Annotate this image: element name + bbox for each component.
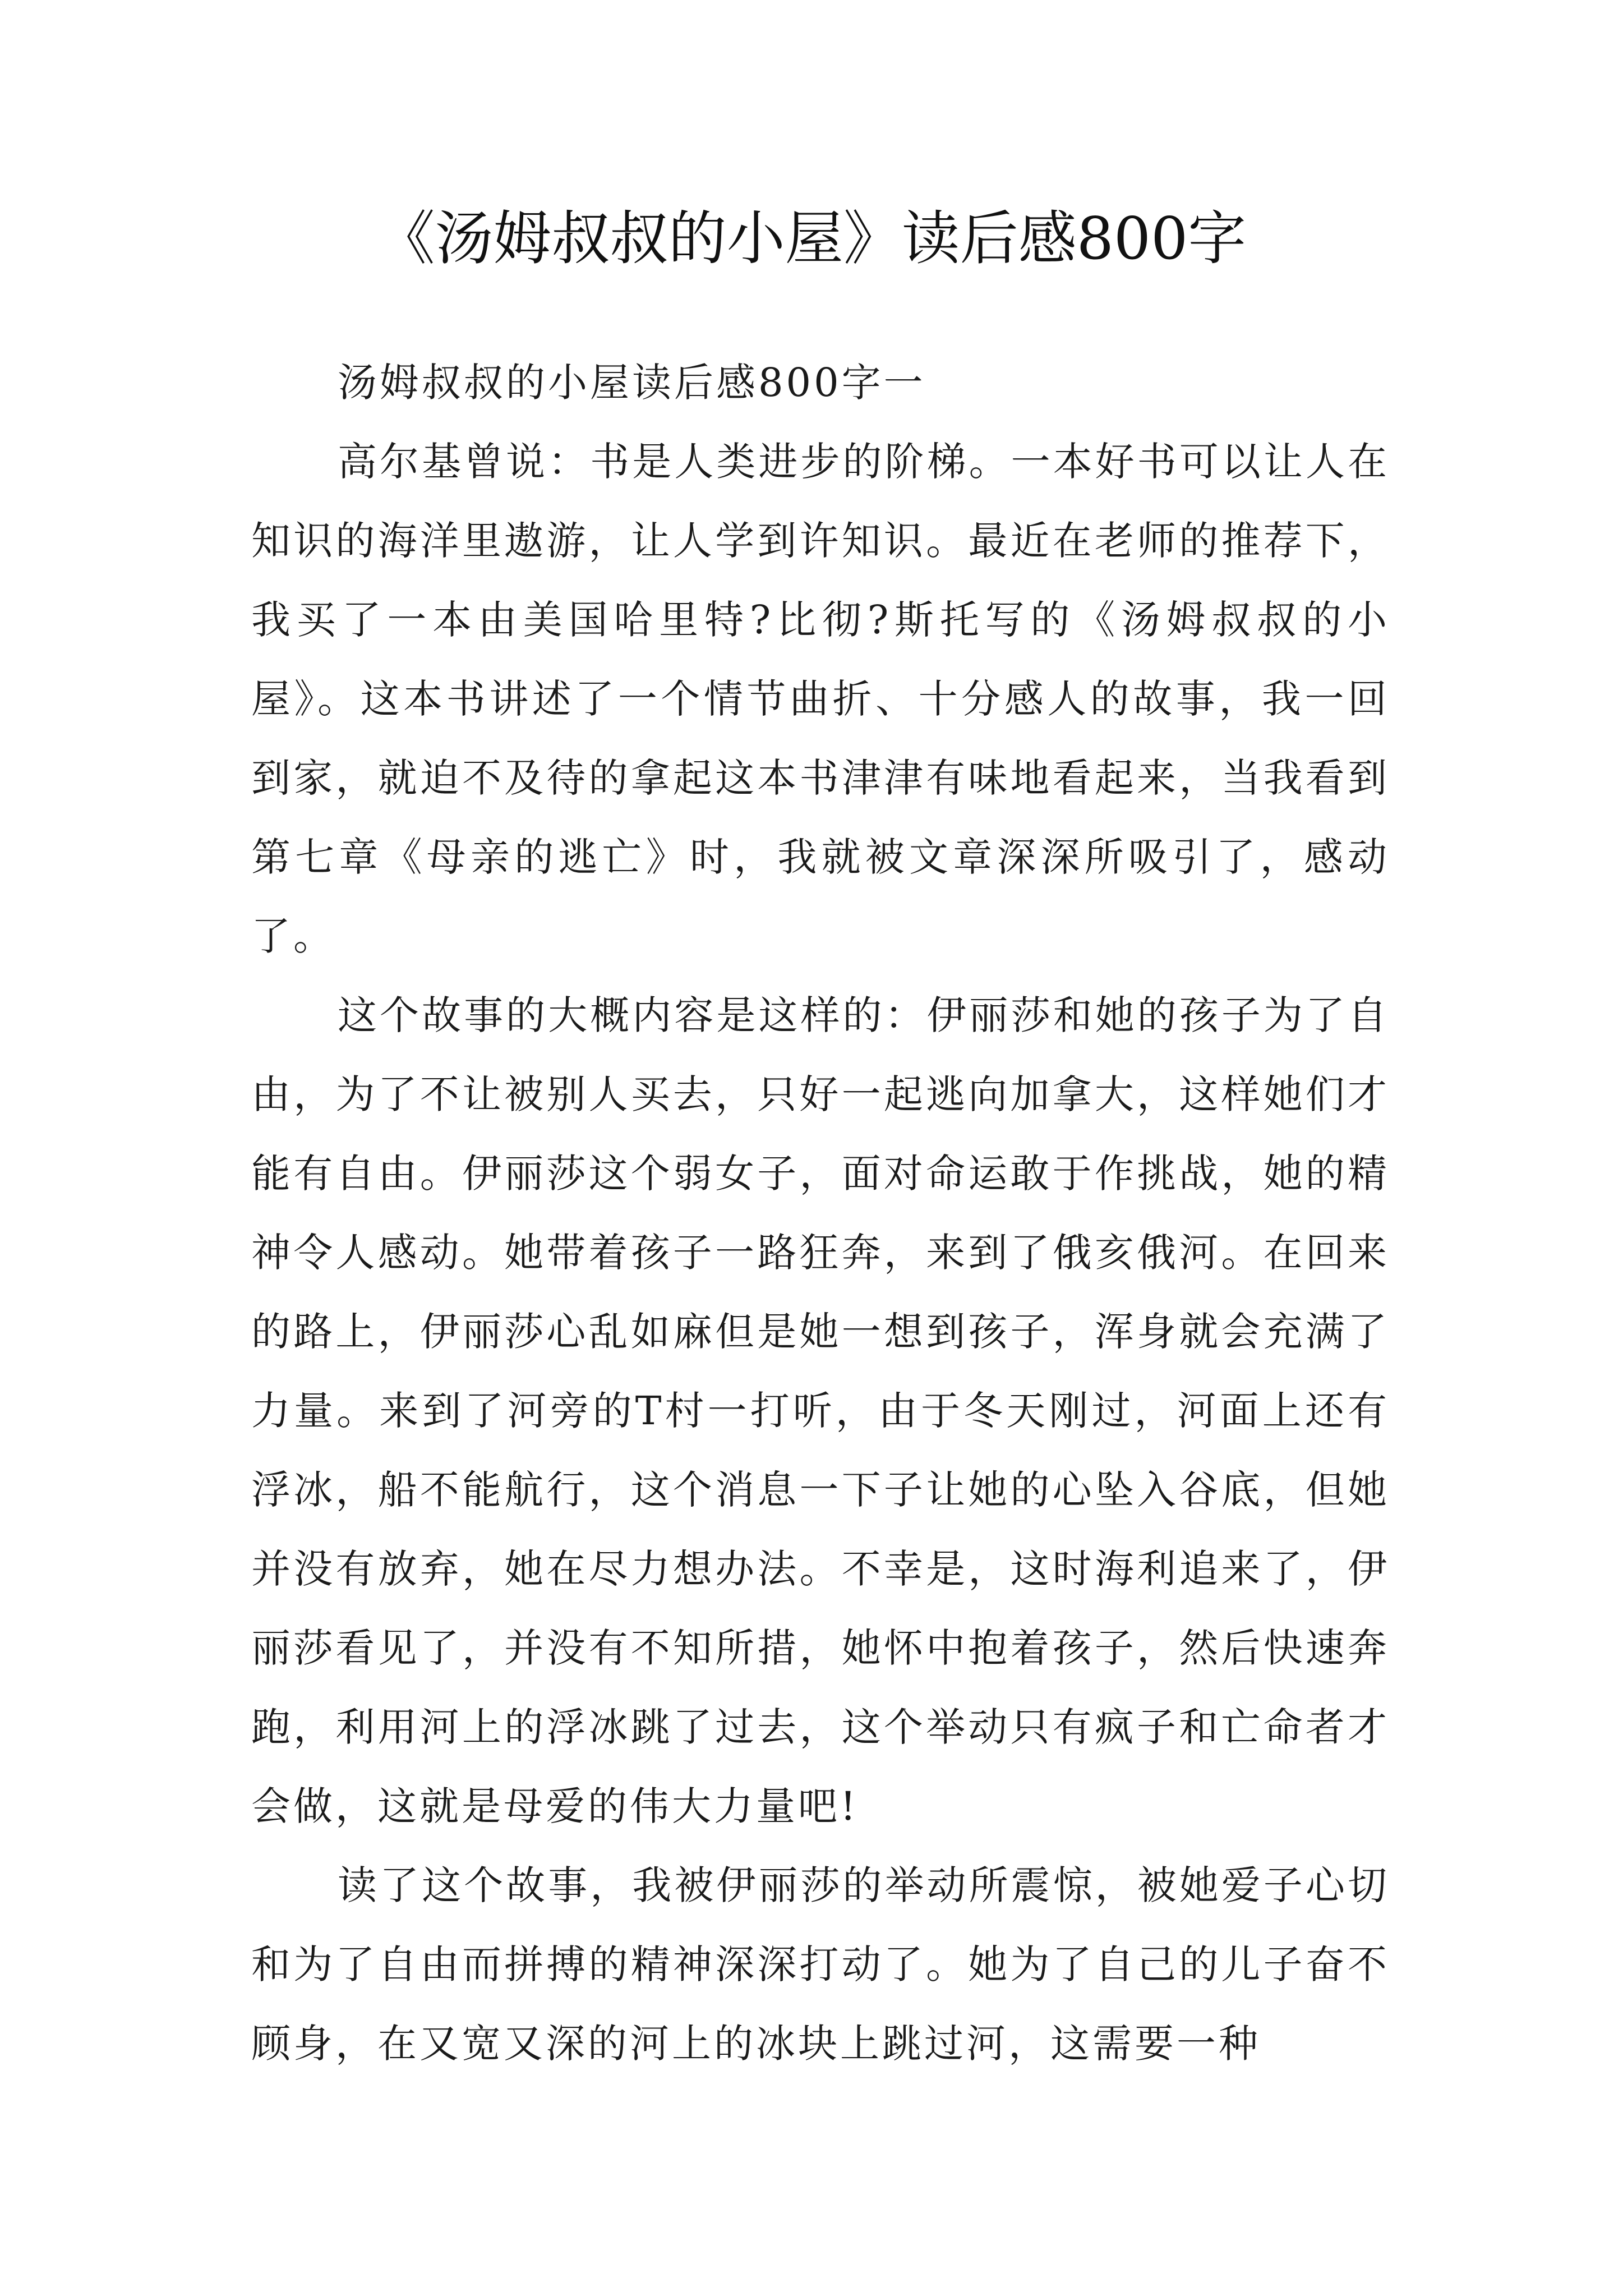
paragraph-1: 高尔基曾说：书是人类进步的阶梯。一本好书可以让人在知识的海洋里遨游，让人学到许知识。最近在老师的推荐下，我买了一本由美国哈里特?比彻?斯托写的《汤姆叔叔的小屋》。这本书讲述了一个情节曲折、十分感人的故事，我一回到家，就迫不及待的拿起这本书津津有味地看起来，当我看到第七章《母亲的逃亡》时，我就被文章深深所吸引了，感动了。 [251, 439, 1390, 959]
document-body [251, 343, 1390, 2083]
subtitle-paragraph: 汤姆叔叔的小屋读后感800字一 [338, 360, 926, 406]
paragraph-2: 这个故事的大概内容是这样的：伊丽莎和她的孩子为了自由，为了不让被别人买去，只好一起逃向加拿大，这样她们才能有自由。伊丽莎这个弱女子，面对命运敢于作挑战，她的精神令人感动。她带着孩子一路狂奔，来到了俄亥俄河。在回来的路上，伊丽莎心乱如麻但是她一想到孩子，浑身就会充满了力量。来到了河旁的T村一打听，由于冬天刚过，河面上还有浮冰，船不能航行，这个消息一下子让她的心坠入谷底，但她并没有放弃，她在尽力想办法。不幸是，这时海利追来了，伊丽莎看见了，并没有不知所措，她怀中抱着孩子，然后快速奔跑，利用河上的浮冰跳了过去，这个举动只有疯子和亡命者才会做，这就是母爱的伟大力量吧! [251, 992, 1390, 1829]
document-title: 《汤姆叔叔的小屋》读后感800字 [376, 204, 1247, 273]
paragraph-3: 读了这个故事，我被伊丽莎的举动所震惊，被她爱子心切和为了自由而拼搏的精神深深打动了。她为了自己的儿子奋不顾身，在又宽又深的河上的冰块上跳过河，这需要一种 [251, 1862, 1390, 2067]
